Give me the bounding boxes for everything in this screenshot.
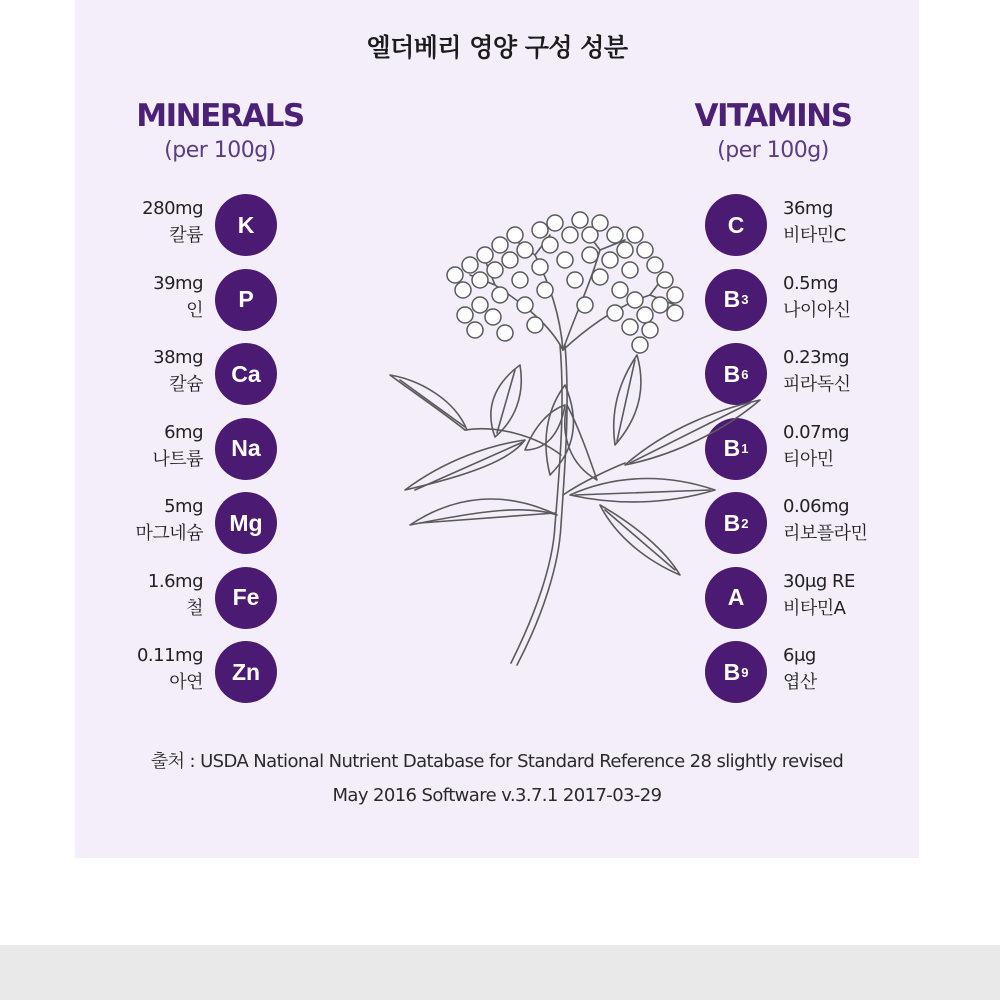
vitamins-amount: 0.07mg [783,421,850,443]
minerals-amount: 1.6mg [147,570,203,592]
badge-symbol: Zn [231,658,261,685]
badge-symbol: B [723,286,741,312]
minerals-row [67,492,277,554]
minerals-row [67,194,277,256]
minerals-badge [215,567,277,629]
badge-symbol: C [727,211,745,238]
minerals-amount: 0.11mg [136,645,203,666]
minerals-row [67,641,277,703]
vitamins-name: 비타민A [783,597,846,619]
badge-symbol: B [723,658,741,685]
minerals-name: 칼슘 [169,374,203,395]
source-line-1: 출처 : USDA National Nutrient Database for Standard Reference 28 slightly revised [150,751,844,772]
badge-symbol: K [237,211,255,238]
minerals-amount: 38mg [153,347,203,368]
minerals-header [90,98,350,168]
minerals-name: 나트륨 [152,448,203,470]
minerals-badge [215,418,277,480]
page-title: 엘더베리 영양 구성 성분 [366,33,628,62]
minerals-row [67,567,277,629]
badge-subscript: 9 [741,664,749,680]
badge-symbol: Fe [232,584,260,610]
badge-symbol: Na [231,435,261,461]
minerals-badge [215,492,277,554]
minerals-name: 칼륨 [169,225,203,246]
vitamins-name: 피라독신 [783,374,851,395]
vitamins-amount: 6μg [783,645,816,666]
vitamins-amount: 0.5mg [783,272,839,294]
elderberry-branch-icon [375,205,765,670]
minerals-name: 인 [186,299,203,321]
minerals-unit: (per 100g) [164,138,276,163]
minerals-row [67,418,277,480]
minerals-heading: MINERALS [136,98,304,134]
source-line-2: May 2016 Software v.3.7.1 2017-03-29 [332,785,662,806]
vitamins-heading: VITAMINS [694,98,852,134]
badge-symbol: Ca [231,360,261,387]
minerals-row [67,343,277,405]
badge-subscript: 3 [741,292,749,307]
minerals-badge [215,343,277,405]
minerals-amount: 5mg [164,496,203,517]
badge-symbol: Mg [229,509,263,536]
minerals-badge [215,194,277,256]
minerals-amount: 39mg [153,272,203,294]
vitamins-name: 나이아신 [783,299,851,321]
infographic-panel [75,0,919,858]
vitamins-header [643,98,903,168]
badge-symbol: B [723,509,741,536]
minerals-badge [215,641,277,703]
vitamins-amount: 30μg RE [783,570,855,592]
minerals-amount: 6mg [164,421,203,443]
vitamins-name: 리보플라민 [783,523,868,544]
vitamins-name: 비타민C [783,225,846,246]
minerals-amount: 280mg [142,198,203,219]
minerals-row [67,269,277,331]
vitamins-amount: 0.06mg [783,496,850,517]
minerals-badge [215,269,277,331]
vitamins-amount: 0.23mg [783,347,850,368]
vitamins-name: 엽산 [783,672,817,693]
minerals-name: 마그네슘 [135,523,203,544]
badge-subscript: 6 [741,366,749,382]
vitamins-amount: 36mg [783,198,833,219]
minerals-name: 철 [186,597,203,619]
badge-symbol: B [723,360,741,387]
badge-symbol: A [727,584,745,610]
vitamins-name: 티아민 [783,448,834,470]
minerals-name: 아연 [169,672,203,693]
badge-symbol: P [238,286,254,312]
vitamins-unit: (per 100g) [717,138,829,163]
footer-band [0,945,1000,1000]
badge-symbol: B [723,435,741,461]
badge-subscript: 2 [741,515,749,531]
badge-subscript: 1 [741,441,749,456]
